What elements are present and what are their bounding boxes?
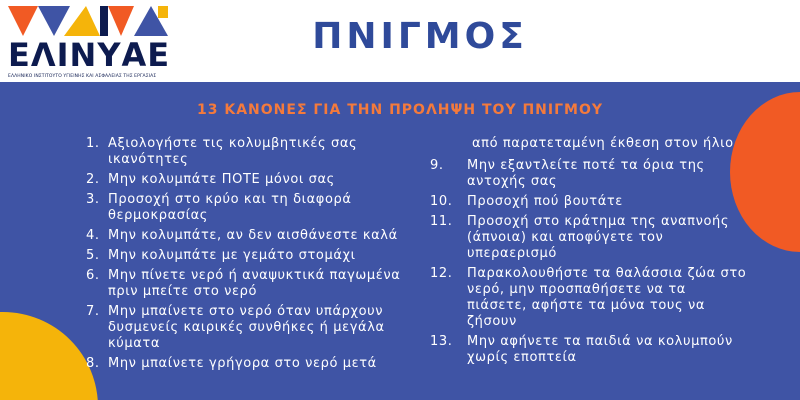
item-text: Μην μπαίνετε γρήγορα στο νερό μετά [108, 356, 377, 371]
logo-subtitle: ΕΛΛΗΝΙΚΟ ΙΝΣΤΙΤΟΥΤΟ ΥΓΙΕΙΝΗΣ ΚΑΙ ΑΣΦΑΛΕΙΑΣ ΤΗΣ ΕΡΓΑΣΙΑΣ [8, 74, 157, 79]
item-text: Μην κολυμπάτε με γεμάτο στομάχι [108, 248, 356, 263]
logo-graphic-icon [8, 6, 168, 36]
list-item [86, 136, 416, 168]
rules-list-left [86, 136, 416, 376]
list-item [430, 266, 750, 330]
item-text: Παρακολουθήστε τα θαλάσσια ζώα στο νερό, μην προσπαθήσετε να τα πιάσετε, αφήστε τα μόνα τους να ζήσουν [467, 266, 747, 329]
rules-panel [0, 82, 800, 400]
list-item [430, 194, 750, 210]
item-number: 5. [86, 248, 100, 263]
item-number: 3. [86, 192, 100, 207]
item-number: 10. [430, 194, 453, 209]
item-text: Μην κολυμπάτε ΠΟΤΕ μόνοι σας [108, 172, 335, 187]
item-number: 7. [86, 304, 100, 319]
item-text: Αξιολογήστε τις κολυμβητικές σας ικανότητες [108, 136, 358, 167]
rule-8-continuation: από παρατεταμένη έκθεση στον ήλιο [472, 136, 734, 151]
item-text: Μην μπαίνετε στο νερό όταν υπάρχουν δυσμενείς καιρικές συνθήκες ή μεγάλα κύματα [108, 304, 385, 351]
item-number: 1. [86, 136, 100, 151]
item-text: Μην κολυμπάτε, αν δεν αισθάνεστε καλά [108, 228, 398, 243]
item-number: 4. [86, 228, 100, 243]
decorative-yellow-circle [0, 312, 98, 400]
item-number: 8. [86, 356, 100, 371]
item-text: Μην εξαντλείτε ποτέ τα όρια της αντοχής σας [467, 158, 705, 189]
item-text: Προσοχή πού βουτάτε [467, 194, 623, 209]
list-item [430, 334, 750, 366]
header [0, 0, 800, 82]
item-number: 12. [430, 266, 453, 281]
item-number: 2. [86, 172, 100, 187]
list-item [430, 214, 750, 262]
item-number: 9. [430, 158, 444, 173]
list-item [430, 158, 750, 190]
item-number: 11. [430, 214, 453, 229]
rules-heading: 13 ΚΑΝΟΝΕΣ ΓΙΑ ΤΗΝ ΠΡΟΛΗΨΗ ΤΟΥ ΠΝΙΓΜΟΥ [197, 102, 603, 118]
list-item [86, 268, 416, 300]
list-item [86, 192, 416, 224]
item-number: 13. [430, 334, 453, 349]
list-item [86, 248, 416, 264]
item-text: Μην πίνετε νερό ή αναψυκτικά παγωμένα πριν μπείτε στο νερό [108, 268, 401, 299]
rules-list-right [430, 136, 750, 370]
page-title: ΠΝΙΓΜΟΣ [312, 16, 528, 57]
item-text: Προσοχή στο κράτημα της αναπνοής (άπνοια) και αποφύγετε τον υπεραερισμό [467, 214, 730, 261]
logo-name: ΕΛΙΝΥΑΕ [8, 36, 171, 74]
list-item [86, 228, 416, 244]
list-item [86, 304, 416, 352]
item-number: 6. [86, 268, 100, 283]
list-item [86, 172, 416, 188]
item-text: Μην αφήνετε τα παιδιά να κολυμπούν χωρίς εποπτεία [467, 334, 733, 365]
item-text: Προσοχή στο κρύο και τη διαφορά θερμοκρασίας [108, 192, 352, 223]
list-item [86, 356, 416, 372]
elinyae-logo [8, 6, 173, 80]
